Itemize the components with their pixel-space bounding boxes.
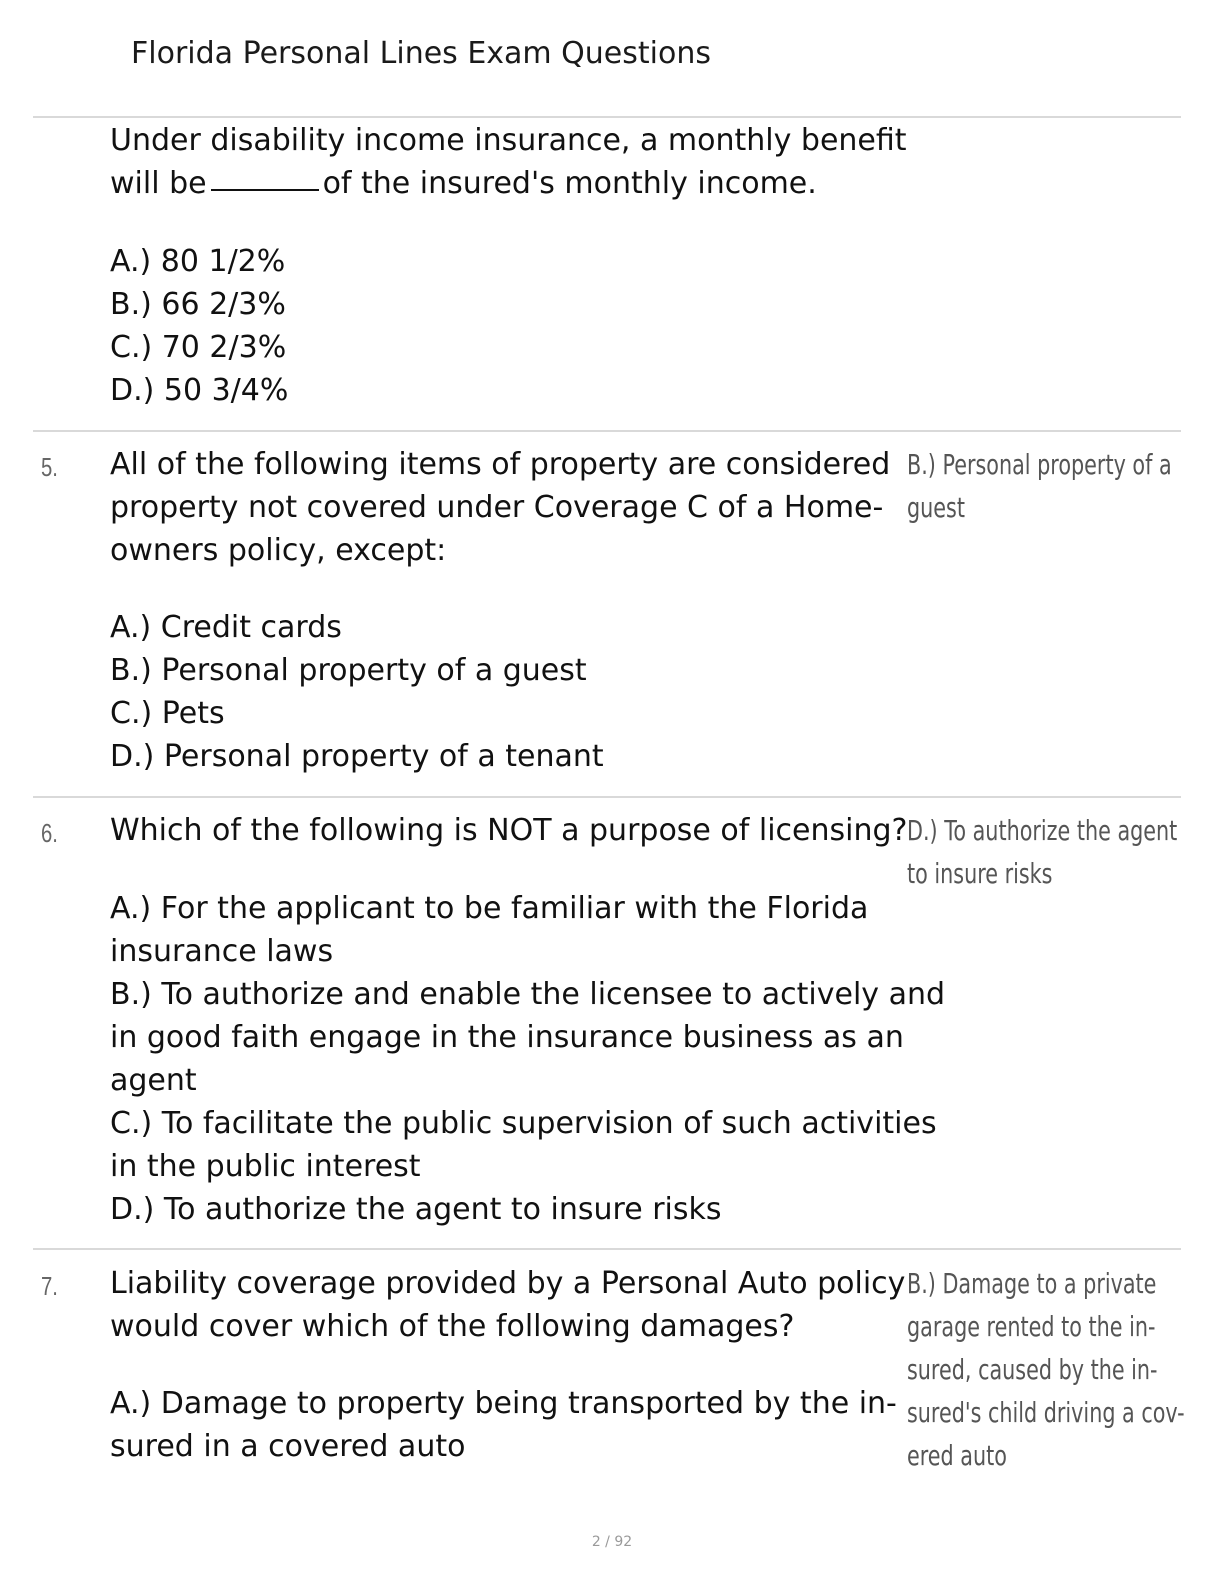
option-a: A.) 80 1/2% [110, 244, 286, 279]
question-text [110, 119, 907, 205]
question-line: will be of the insured's monthly income. [110, 166, 817, 201]
option-b-continued: agent [110, 1063, 197, 1098]
divider [33, 430, 1181, 432]
question-line: owners policy, except: [110, 533, 447, 568]
fill-in-blank [211, 189, 319, 191]
question-number: 6. [41, 818, 58, 848]
correct-answer [907, 1262, 1185, 1477]
option-a: A.) For the applicant to be familiar with the Florida [110, 891, 869, 926]
correct-answer [907, 809, 1178, 895]
answer-line: guest [907, 491, 965, 524]
question-text [110, 443, 900, 572]
answer-line: B.) Personal property of a [907, 448, 1172, 481]
option-a-continued: sured in a covered auto [110, 1429, 466, 1464]
correct-answer [907, 443, 1172, 529]
option-b-continued: in good faith engage in the insurance business as an [110, 1020, 904, 1055]
answer-line: to insure risks [907, 857, 1053, 890]
option-a: A.) Damage to property being transported by the in- [110, 1386, 897, 1421]
option-d: D.) To authorize the agent to insure risks [110, 1192, 722, 1227]
answer-line: B.) Damage to a private [907, 1267, 1157, 1300]
question-line: property not covered under Coverage C of a Home- [110, 490, 884, 525]
question-text [110, 809, 910, 852]
answer-line: sured's child driving a cov- [907, 1396, 1185, 1429]
divider [33, 116, 1181, 118]
question-text [110, 1262, 906, 1348]
question-line: would cover which of the following damages? [110, 1309, 795, 1344]
answer-line: sured, caused by the in- [907, 1353, 1158, 1386]
answer-line: D.) To authorize the agent [907, 814, 1178, 847]
option-a: A.) Credit cards [110, 610, 342, 645]
option-b: B.) Personal property of a guest [110, 653, 587, 688]
answer-options [110, 240, 910, 412]
option-c: C.) Pets [110, 696, 225, 731]
answer-options [110, 887, 946, 1231]
option-b: B.) To authorize and enable the licensee to actively and [110, 977, 946, 1012]
answer-options [110, 606, 910, 778]
document-title: Florida Personal Lines Exam Questions [131, 36, 711, 71]
question-number: 7. [41, 1271, 58, 1301]
option-a-continued: insurance laws [110, 934, 334, 969]
option-c: C.) 70 2/3% [110, 330, 287, 365]
question-line: Under disability income insurance, a monthly benefit [110, 123, 907, 158]
divider [33, 1248, 1181, 1250]
divider [33, 796, 1181, 798]
page-indicator: 2 / 92 [591, 1534, 633, 1550]
option-d: D.) 50 3/4% [110, 373, 289, 408]
option-d: D.) Personal property of a tenant [110, 739, 604, 774]
option-c-continued: in the public interest [110, 1149, 421, 1184]
question-line: Liability coverage provided by a Personal Auto policy [110, 1266, 906, 1301]
answer-line: ered auto [907, 1439, 1007, 1472]
option-b: B.) 66 2/3% [110, 287, 286, 322]
question-line: All of the following items of property are considered [110, 447, 891, 482]
question-number: 5. [41, 452, 58, 482]
answer-line: garage rented to the in- [907, 1310, 1156, 1343]
answer-options [110, 1382, 910, 1468]
option-c: C.) To facilitate the public supervision of such activities [110, 1106, 937, 1141]
question-line: Which of the following is NOT a purpose of licensing? [110, 813, 908, 848]
